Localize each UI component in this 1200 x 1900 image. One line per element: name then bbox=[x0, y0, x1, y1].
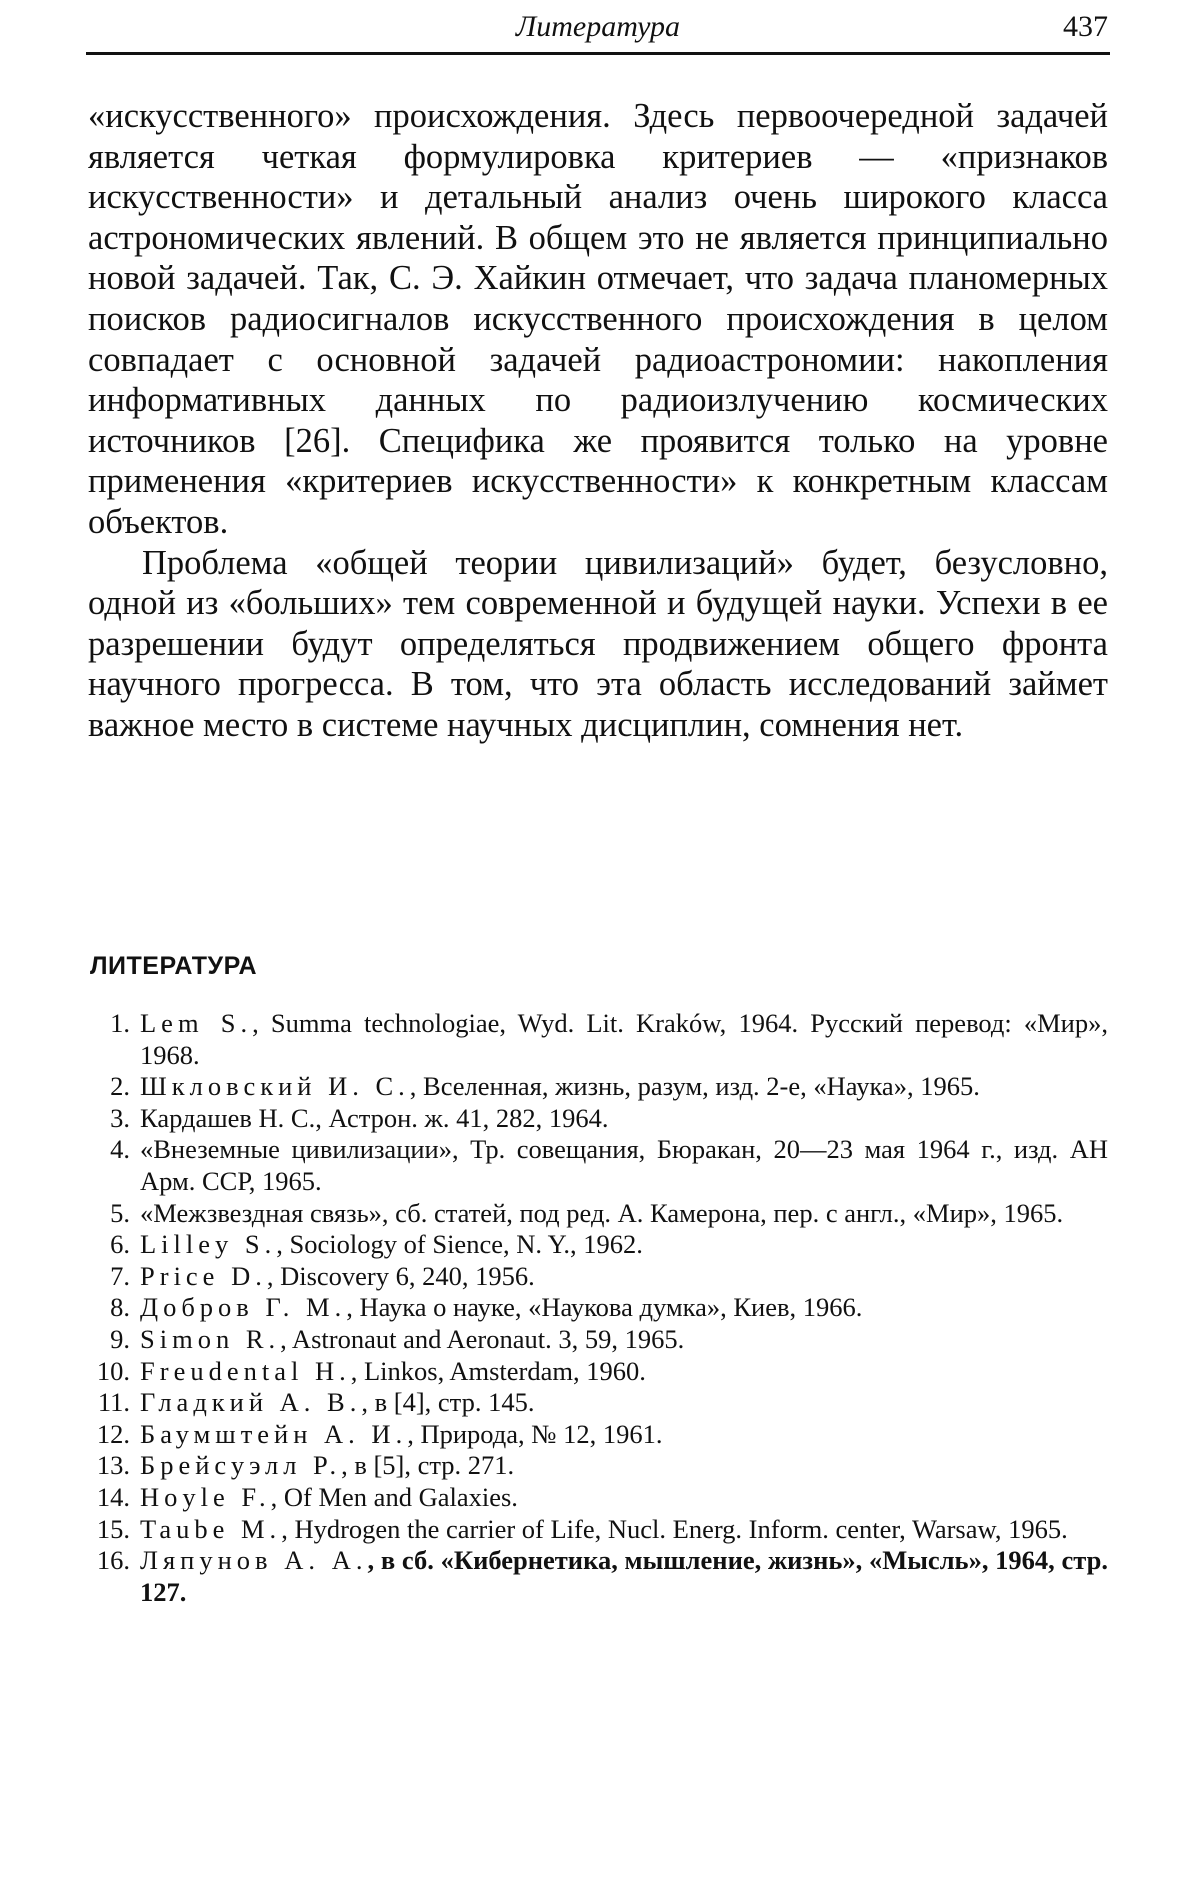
reference-author: Hoyle F. bbox=[140, 1481, 271, 1512]
reference-number: 4. bbox=[110, 1134, 130, 1165]
reference-text: , в [5], стр. 271. bbox=[341, 1450, 515, 1481]
reference-author: Гладкий А. В. bbox=[140, 1387, 362, 1418]
paragraph: «искусственного» происхождения. Здесь первоочередной задачей является четкая формулировка критериев — «признаков искусственности» и детальный анализ очень широкого класса астрономических явлений. В общем это не является принципиально новой задачей. Так, С. Э. Хайкин отмечает, что задача планомерных поисков радиосигналов искусственного происхождения в целом совпадает с основной задачей радиоастрономии: накопления информативных данных по радиоизлучению космических источников [26]. Специфика же проявится только на уровне применения «критериев искусственности» к конкретным классам объектов. bbox=[88, 97, 1108, 541]
reference-number: 8. bbox=[110, 1292, 130, 1323]
reference-number: 10. bbox=[96, 1355, 130, 1386]
reference-text: «Межзвездная связь», сб. статей, под ред. А. Камерона, пер. с англ., «Мир», 1965. bbox=[140, 1197, 1064, 1228]
reference-number: 2. bbox=[110, 1071, 130, 1102]
reference-author: Freudental H. bbox=[140, 1355, 351, 1386]
reference-item bbox=[88, 1545, 1108, 1608]
reference-number: 14. bbox=[96, 1481, 130, 1512]
reference-item bbox=[88, 1419, 1108, 1451]
page-number: 437 bbox=[1063, 10, 1108, 43]
reference-text: , Summa technologiae, Wyd. Lit. Kraków, 1964. Русский перевод: «Мир», 1968. bbox=[140, 1008, 1108, 1070]
reference-item bbox=[88, 1134, 1108, 1197]
reference-text: , в сб. «Кибернетика, мышление, жизнь», «Мысль», 1964, стр. 127. bbox=[140, 1545, 1108, 1607]
reference-item bbox=[88, 1071, 1108, 1103]
reference-item bbox=[88, 1103, 1108, 1135]
reference-author: Ляпунов А. А. bbox=[140, 1545, 368, 1576]
header-rule bbox=[86, 52, 1110, 55]
reference-author: Баумштейн А. И. bbox=[140, 1418, 408, 1449]
references-list bbox=[88, 1008, 1108, 1608]
reference-item bbox=[88, 1356, 1108, 1388]
reference-text: , Astronaut and Aeronaut. 3, 59, 1965. bbox=[280, 1323, 685, 1354]
reference-item bbox=[88, 1292, 1108, 1324]
reference-author: Simon R. bbox=[140, 1323, 281, 1354]
reference-text: , Linkos, Amsterdam, 1960. bbox=[350, 1355, 646, 1386]
reference-author: Шкловский И. С. bbox=[140, 1071, 410, 1102]
reference-number: 7. bbox=[110, 1260, 130, 1291]
reference-number: 16. bbox=[96, 1545, 130, 1576]
reference-item bbox=[88, 1387, 1108, 1419]
reference-number: 1. bbox=[110, 1008, 130, 1038]
reference-text: , в [4], стр. 145. bbox=[361, 1387, 535, 1418]
reference-text: , Sociology of Sience, N. Y., 1962. bbox=[276, 1229, 643, 1260]
reference-item bbox=[88, 1008, 1108, 1071]
reference-text: «Внеземные цивилизации», Тр. совещания, Бюракан, 20—23 мая 1964 г., изд. АН Арм. ССР, 1965. bbox=[140, 1134, 1108, 1196]
reference-text: , Природа, № 12, 1961. bbox=[407, 1418, 663, 1449]
reference-text: , Hydrogen the carrier of Life, Nucl. Energ. Inform. center, Warsaw, 1965. bbox=[281, 1513, 1068, 1544]
reference-number: 11. bbox=[97, 1387, 130, 1418]
reference-number: 5. bbox=[110, 1197, 130, 1228]
reference-item bbox=[88, 1482, 1108, 1514]
body-text bbox=[88, 96, 1108, 746]
reference-author: Брейсуэлл Р. bbox=[140, 1450, 342, 1481]
reference-text: , Of Men and Galaxies. bbox=[270, 1481, 518, 1512]
reference-number: 12. bbox=[96, 1418, 130, 1449]
reference-author: Добров Г. М. bbox=[140, 1292, 347, 1323]
reference-number: 13. bbox=[96, 1450, 130, 1481]
reference-item bbox=[88, 1514, 1108, 1546]
reference-number: 6. bbox=[110, 1229, 130, 1260]
reference-text: , Discovery 6, 240, 1956. bbox=[266, 1260, 535, 1291]
paragraph: Проблема «общей теории цивилизаций» будет, безусловно, одной из «больших» тем современной и будущей науки. Успехи в ее разрешении будут определяться продвижением общего фронта научного прогресса. В том, что эта область исследований займет важное место в системе научных дисциплин, сомнения нет. bbox=[88, 543, 1108, 744]
reference-text: , Наука о науке, «Наукова думка», Киев, 1966. bbox=[346, 1292, 863, 1323]
reference-item bbox=[88, 1450, 1108, 1482]
reference-text: Кардашев Н. С., Астрон. ж. 41, 282, 1964. bbox=[140, 1102, 609, 1133]
reference-author: Price D. bbox=[140, 1260, 267, 1291]
reference-text: , Вселенная, жизнь, разум, изд. 2-е, «Наука», 1965. bbox=[409, 1071, 980, 1102]
references-heading: ЛИТЕРАТУРА bbox=[90, 952, 258, 980]
reference-item bbox=[88, 1261, 1108, 1293]
reference-item bbox=[88, 1198, 1108, 1230]
reference-number: 9. bbox=[110, 1323, 130, 1354]
reference-author: Lilley S. bbox=[140, 1229, 277, 1260]
reference-item bbox=[88, 1324, 1108, 1356]
running-head bbox=[88, 8, 1108, 48]
running-head-title: Литература bbox=[515, 10, 681, 43]
reference-number: 15. bbox=[96, 1513, 130, 1544]
reference-item bbox=[88, 1229, 1108, 1261]
reference-author: Taube M. bbox=[140, 1513, 282, 1544]
reference-number: 3. bbox=[110, 1102, 130, 1133]
reference-author: Lem S. bbox=[140, 1008, 253, 1038]
